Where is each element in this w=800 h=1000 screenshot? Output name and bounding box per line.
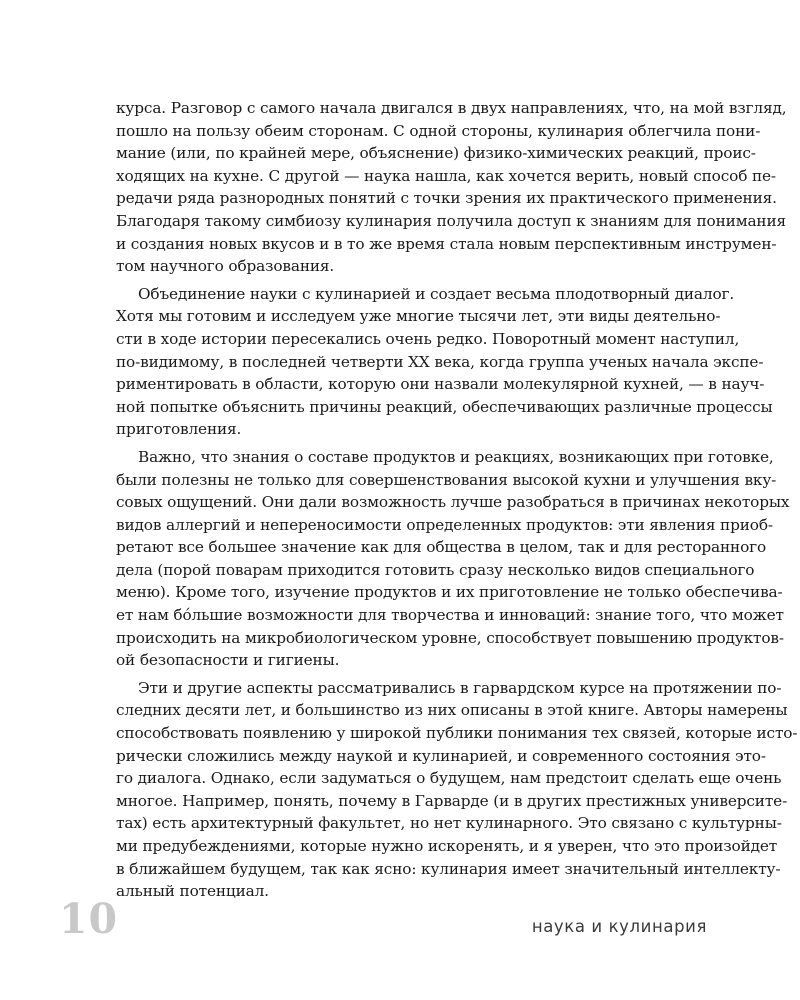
text-line: альный потенциал. (116, 882, 269, 901)
text-line: ретают все большее значение как для общества в целом, так и для ресторанного (116, 538, 767, 557)
text-line: сти в ходе истории пересекались очень редко. Поворотный момент наступил, (116, 329, 740, 348)
text-line: были полезны не только для совершенствования высокой кухни и улучшения вку- (116, 470, 777, 489)
text-line: Благодаря такому симбиозу кулинария получила доступ к знаниям для понимания (116, 211, 787, 230)
text-line: совых ощущений. Они дали возможность лучше разобраться в причинах некоторых (116, 493, 790, 512)
text-line: и создания новых вкусов и в то же время стала новым перспективным инструмен- (116, 234, 777, 253)
text-line: дела (порой поварам приходится готовить сразу несколько видов специального (116, 560, 755, 579)
page-body (116, 97, 798, 903)
text-line: курса. Разговор с самого начала двигался в двух направлениях, что, на мой взгляд, (116, 99, 787, 117)
text-line: ходящих на кухне. С другой — наука нашла, как хочется верить, новый способ пе- (116, 166, 776, 185)
text-line: редачи ряда разнородных понятий с точки зрения их практического применения. (116, 189, 777, 208)
text-line: го диалога. Однако, если задуматься о будущем, нам предстоит сделать еще очень (116, 769, 782, 788)
text-line: по-видимому, в последней четверти XX века, когда группа ученых начала экспе- (116, 352, 764, 371)
text-line: в ближайшем будущем, так как ясно: кулинария имеет значительный интеллекту- (116, 859, 781, 878)
text-line: ет нам бóльшие возможности для творчества и инноваций: знание того, что может (116, 606, 784, 625)
text-line: Хотя мы готовим и исследуем уже многие тысячи лет, эти виды деятельно- (116, 307, 721, 326)
text-line: ой безопасности и гигиены. (116, 651, 340, 670)
text-line: Объединение науки с кулинарией и создает весьма плодотворный диалог. (138, 284, 735, 303)
text-line: ми предубеждениями, которые нужно искоренять, и я уверен, что это произойдет (116, 837, 778, 855)
text-line: пошло на пользу обеим сторонам. С одной стороны, кулинария облегчила пони- (116, 121, 761, 140)
text-line: Эти и другие аспекты рассматривались в гарвардском курсе на протяжении по- (138, 678, 782, 697)
paragraph (116, 97, 787, 278)
page-number: 10 (59, 895, 119, 943)
text-line: тах) есть архитектурный факультет, но нет кулинарного. Это связано с культурны- (116, 814, 782, 833)
running-footer: наука и кулинария (531, 917, 707, 936)
text-line: Важно, что знания о составе продуктов и реакциях, возникающих при готовке, (138, 447, 774, 466)
text-line: видов аллергий и непереносимости определенных продуктов: эти явления приоб- (116, 515, 773, 534)
text-line: риментировать в области, которую они назвали молекулярной кухней, — в науч- (116, 375, 765, 394)
text-line: способствовать появлению у широкой публики понимания тех связей, которые исто- (116, 724, 798, 743)
text-line: меню). Кроме того, изучение продуктов и их приготовление не только обеспечива- (116, 583, 783, 602)
paragraph (116, 283, 773, 441)
text-line: следних десяти лет, и большинство из них описаны в этой книге. Авторы намерены (116, 701, 788, 720)
text-line: приготовления. (116, 420, 242, 439)
body-text (116, 97, 798, 903)
text-line: том научного образования. (116, 257, 335, 276)
text-line: происходить на микробиологическом уровне, способствует повышению продуктов- (116, 628, 784, 647)
paragraph (116, 446, 790, 672)
paragraph (116, 677, 798, 903)
text-line: мание (или, по крайней мере, объяснение) физико-химических реакций, проис- (116, 144, 756, 163)
text-line: многое. Например, понять, почему в Гарварде (и в других престижных университе- (116, 791, 788, 810)
text-line: ной попытке объяснить причины реакций, обеспечивающих различные процессы (116, 397, 773, 416)
text-line: рически сложились между наукой и кулинарией, и современного состояния это- (116, 746, 766, 765)
